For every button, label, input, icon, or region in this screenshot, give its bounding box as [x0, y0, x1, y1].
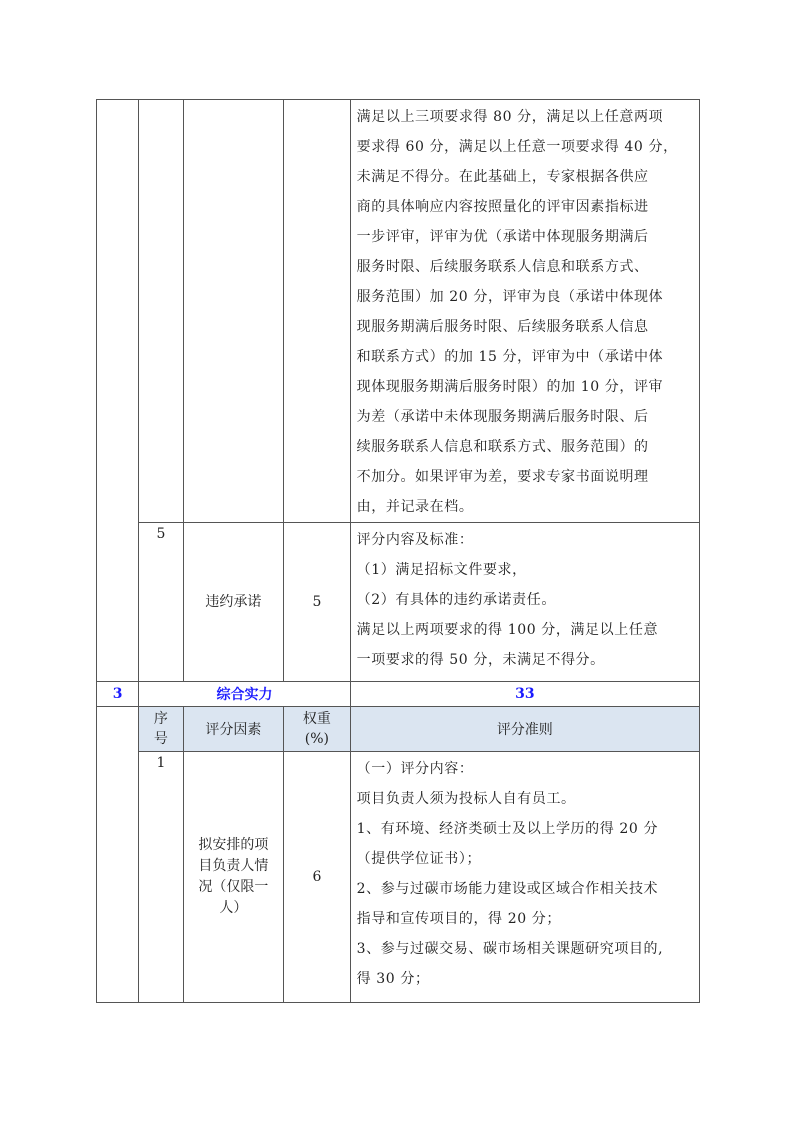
- criteria-cell: [350, 523, 699, 682]
- criteria-line: 未满足不得分。在此基础上，专家根据各供应: [356, 169, 649, 185]
- seq-cell: 5: [139, 523, 183, 682]
- section-number: 3: [97, 682, 139, 707]
- seq-cell: 1: [139, 752, 183, 1003]
- table-row: [97, 752, 700, 1003]
- factor-cell: [183, 100, 284, 523]
- criteria-text: [351, 523, 699, 675]
- criteria-line: 续服务联系人信息和联系方式、服务范围）的: [356, 439, 649, 455]
- header-weight: [284, 707, 350, 752]
- criteria-line: （提供学位证书）；: [356, 851, 482, 867]
- header-criteria: 评分准则: [350, 707, 699, 752]
- header-seq-line: 序: [153, 711, 168, 727]
- criteria-line: 满足以上三项要求得 80 分，满足以上任意两项: [356, 109, 664, 125]
- criteria-line: 3、参与过碳交易、碳市场相关课题研究项目的,: [356, 941, 664, 957]
- factor-text: [184, 835, 284, 919]
- header-weight-line: (%): [304, 731, 330, 747]
- weight-cell: 5: [284, 523, 350, 682]
- criteria-line: 指导和宣传项目的，得 20 分；: [356, 911, 561, 927]
- factor-line: 拟安排的项: [198, 837, 269, 853]
- table-row: [97, 100, 700, 523]
- criteria-text: [351, 752, 699, 994]
- weight-cell: 6: [284, 752, 350, 1003]
- criteria-cell: [350, 100, 699, 523]
- criteria-line: （一）评分内容：: [356, 761, 474, 777]
- section-row: [97, 682, 700, 707]
- table-row: [97, 523, 700, 682]
- criteria-line: （2）有具体的违约承诺责任。: [356, 592, 556, 608]
- criteria-line: 和联系方式）的加 15 分，评审为中（承诺中体: [356, 349, 664, 365]
- criteria-line: 要求得 60 分，满足以上任意一项要求得 40 分，: [356, 139, 678, 155]
- section-cell-empty: [97, 100, 139, 682]
- factor-line: 目负责人情: [198, 858, 269, 874]
- header-seq-line: 号: [153, 731, 168, 747]
- criteria-line: 由，并记录在档。: [356, 499, 474, 515]
- criteria-line: 得 30 分；: [356, 971, 430, 987]
- criteria-line: 不加分。如果评审为差，要求专家书面说明理: [356, 469, 649, 485]
- header-weight-line: 权重: [302, 711, 331, 727]
- criteria-line: 现体现服务期满后服务时限）的加 10 分，评审: [356, 379, 664, 395]
- criteria-line: 现服务期满后服务时限、后续服务联系人信息: [356, 319, 649, 335]
- criteria-line: 评分内容及标准：: [356, 532, 474, 548]
- weight-cell: [284, 100, 350, 523]
- criteria-line: 服务范围）加 20 分，评审为良（承诺中体现体: [356, 289, 664, 305]
- criteria-text: [351, 100, 699, 522]
- section-weight-total: 33: [350, 682, 699, 707]
- seq-cell: [139, 100, 183, 523]
- factor-cell: [183, 752, 284, 1003]
- criteria-line: 商的具体响应内容按照量化的评审因素指标进: [356, 199, 649, 215]
- header-seq: [139, 707, 183, 752]
- section-title: 综合实力: [139, 682, 350, 707]
- criteria-line: 满足以上两项要求的得 100 分，满足以上任意: [356, 622, 659, 638]
- factor-line: 人）: [219, 900, 248, 916]
- criteria-cell: [350, 752, 699, 1003]
- criteria-line: 1、有环境、经济类硕士及以上学历的得 20 分: [356, 821, 659, 837]
- criteria-line: （1）满足招标文件要求，: [356, 562, 527, 578]
- criteria-line: 一项要求的得 50 分，未满足不得分。: [356, 652, 605, 668]
- criteria-line: 一步评审，评审为优（承诺中体现服务期满后: [356, 229, 649, 245]
- criteria-line: 2、参与过碳市场能力建设或区域合作相关技术: [356, 881, 659, 897]
- criteria-line: 项目负责人须为投标人自有员工。: [356, 791, 576, 807]
- factor-cell: 违约承诺: [183, 523, 284, 682]
- factor-line: 况（仅限一: [198, 879, 269, 895]
- criteria-line: 服务时限、后续服务联系人信息和联系方式、: [356, 259, 649, 275]
- header-factor: 评分因素: [183, 707, 284, 752]
- scoring-table: [96, 99, 700, 1003]
- criteria-line: 为差（承诺中未体现服务期满后服务时限、后: [356, 409, 649, 425]
- column-header-row: [97, 707, 700, 752]
- section-cell-empty: [97, 707, 139, 1003]
